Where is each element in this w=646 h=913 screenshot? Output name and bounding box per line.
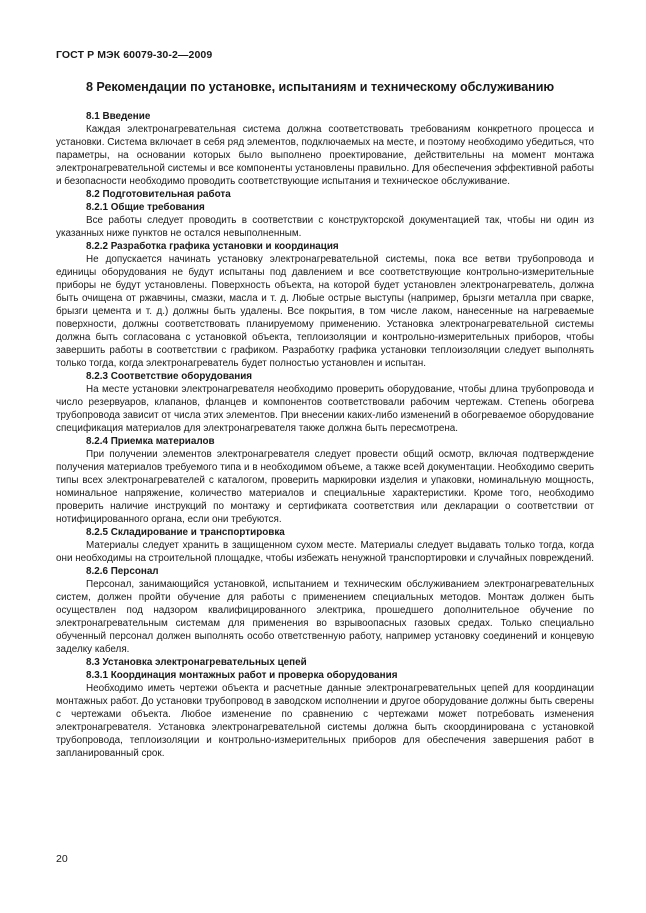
heading-8-3: 8.3 Установка электронагревательных цепей [86,657,307,668]
heading-8-3-1: 8.3.1 Координация монтажных работ и проверка оборудования [86,670,398,681]
paragraph-storage-transport: Материалы следует хранить в защищенном сухом месте. Материалы следует выдавать только тогда, когда они необходимы на строительной площадке, чтобы избежать ненужной транспортировки и случайных повреждений. [56,540,594,564]
heading-8-2-2: 8.2.2 Разработка графика установки и координация [86,241,339,252]
heading-8-2: 8.2 Подготовительная работа [86,189,231,200]
paragraph-coordination: Необходимо иметь чертежи объекта и расчетные данные электронагревательных цепей для координации монтажных работ. До установки трубопровод в заводском исполнении и другое оборудование должны быть сверены с чертежами объекта. Любое изменение по сравнению с чертежами может потребовать изменения электронагревателя. Установка электронагревательной системы должна быть скоординирована с установкой трубопровода, теплоизоляции и контрольно-измерительных приборов для обеспечения завершения работ в запланированный срок. [56,683,594,759]
page-number: 20 [56,853,68,865]
paragraph-personnel: Персонал, занимающийся установкой, испытанием и техническим обслуживанием электронагревательных систем, должен пройти обучение для работы с применением специальных методов. Монтаж должен быть осуществлен под надзором квалифицированного электрика, прошедшего дополнительное обучение по электронагревательным системам для применения во взрывоопасных газовых средах. Только специально обученный персонал должен выполнять особо ответственную работу, например установку соединений и концевую заделку кабеля. [56,579,594,655]
paragraph-general-requirements: Все работы следует проводить в соответствии с конструкторской документацией так, чтобы ни один из указанных ниже пунктов не остался невыполненным. [56,215,594,239]
heading-8-2-1: 8.2.1 Общие требования [86,202,205,213]
paragraph-schedule: Не допускается начинать установку электронагревательной системы, пока все ветви трубопровода и единицы оборудования не будут испытаны под давлением и все соответствующие контрольно-измерительные приборы не будут установлены. Поверхность объекта, на которой будет установлен электронагреватель, должна быть очищена от ржавчины, смазки, масла и т. д. Любые острые выступы (например, брызги металла при сварке, брызги цемента и т. д.) должны быть удалены. Все покрытия, в том числе лаком, нанесенные на нагреваемые поверхности, должны соответствовать планируемому применению. Установка электронагревательной системы должна быть согласована с установкой объекта, теплоизоляции и контрольно-измерительных приборов, чтобы завершить работы в соответствии с графиком. Разработку графика установки теплоизоляции следует выполнять только тогда, когда электронагреватель будет полностью установлен и испытан. [56,254,594,369]
heading-8-2-6: 8.2.6 Персонал [86,566,159,577]
heading-8-1: 8.1 Введение [86,111,151,122]
document-body [56,110,594,760]
document-header: ГОСТ Р МЭК 60079-30-2—2009 [56,49,213,61]
paragraph-equipment-conformity: На месте установки электронагревателя необходимо проверить оборудование, чтобы длина трубопровода и число резервуаров, клапанов, фланцев и компонентов соответствовали рабочим чертежам. Степень обогрева трубопровода зависит от числа этих элементов. При внесении каких-либо изменений в обогреваемое оборудование спецификация материалов для электронагревателя также должна быть пересмотрена. [56,384,594,434]
heading-8-2-5: 8.2.5 Складирование и транспортировка [86,527,285,538]
heading-8-2-3: 8.2.3 Соответствие оборудования [86,371,253,382]
paragraph-material-acceptance: При получении элементов электронагревателя следует провести общий осмотр, включая подтверждение получения материалов требуемого типа и в необходимом объеме, а также всей документации. Необходимо сверить типы всех электронагревателей с каталогом, проверить маркировки изделия и упаковки, номинальную мощность, номинальное напряжение, количество материалов и специальные характеристики. Кроме того, необходимо проверить наличие инструкций по монтажу и сертификата соответствия или декларации о соответствии от нотифицированного органа, если они требуются. [56,449,594,525]
paragraph-introduction: Каждая электронагревательная система должна соответствовать требованиям конкретного процесса и установки. Система включает в себя ряд элементов, подключаемых на месте, и поэтому необходимо убедиться, что параметры, на основании которых было выполнено проектирование, действительны на момент монтажа электронагревательной системы и все компоненты установлены правильно. Для обеспечения эффективной работы и безопасности необходимо проводить соответствующие испытания и техническое обслуживание. [56,124,594,187]
section-title: 8 Рекомендации по установке, испытаниям и техническому обслуживанию [86,80,555,94]
heading-8-2-4: 8.2.4 Приемка материалов [86,436,215,447]
